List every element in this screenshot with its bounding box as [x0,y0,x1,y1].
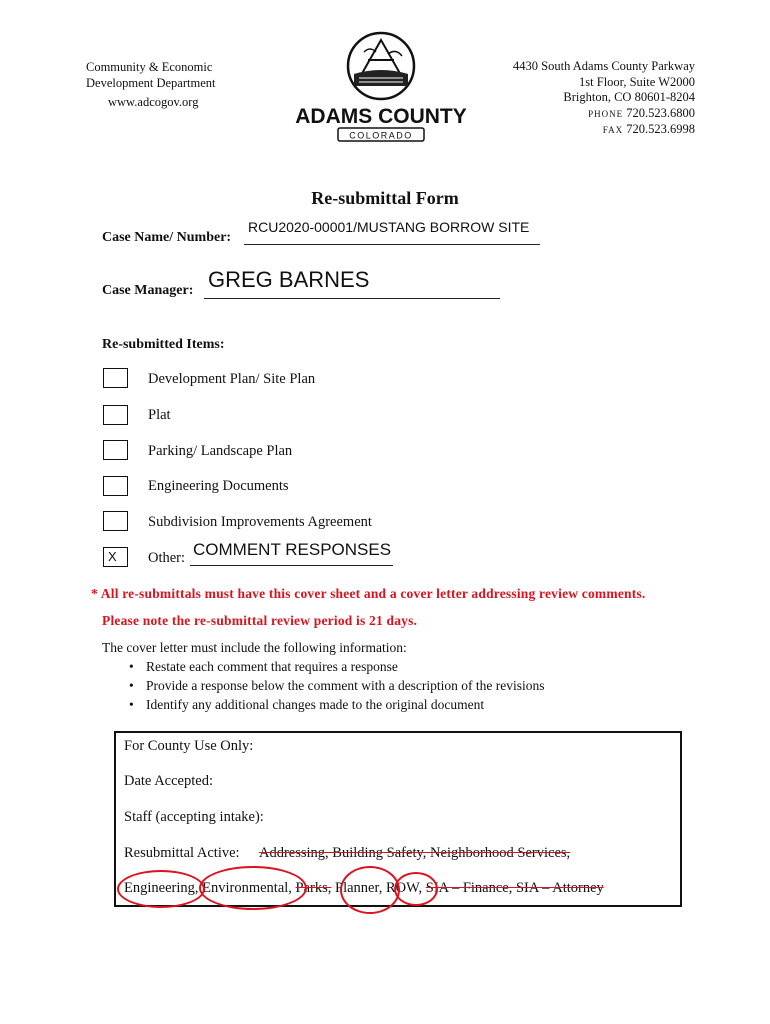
adams-county-logo [295,30,467,148]
other-underline [190,564,393,566]
case-name-underline [244,243,540,245]
checkbox-development-plan[interactable] [103,368,128,388]
date-accepted-label: Date Accepted: [124,773,213,789]
fax-number: 720.523.6998 [626,122,695,136]
dept-environmental: Environmental, [202,880,292,896]
dept-row: ROW, [386,880,423,896]
department-block [86,59,215,110]
warning-star: * [91,586,98,601]
dept-line1: Community & Economic [86,60,213,74]
dept-line2: Development Department [86,76,216,90]
bullet-identify-changes: • Identify any additional changes made to the original document [124,695,702,714]
checkbox-engineering-docs[interactable] [103,476,128,496]
bullet-provide-response: • Provide a response below the comment with a description of the revisions [124,676,702,695]
resubmittal-active-label: Resubmittal Active: [124,845,240,861]
circle-row [394,872,438,906]
dept-url[interactable]: www.adcogov.org [108,95,199,109]
addr-line3: Brighton, CO 80601-8204 [563,90,695,104]
warning-review-period: Please note the re-submittal review period is 21 days. [102,613,418,628]
phone-label: PHONE [588,108,624,119]
phone-number: 720.523.6800 [626,105,695,120]
address-block [490,59,695,139]
logo-state: COLORADO [349,130,413,141]
struck-departments-line1: Addressing, Building Safety, Neighborhood Services, [259,845,571,861]
checkbox-parking-landscape[interactable] [103,440,128,460]
cover-letter-intro: The cover letter must include the following information: [102,640,407,655]
checkbox-subdivision-agreement[interactable] [103,511,128,531]
fax-label: FAX [602,125,624,135]
circle-planner [340,866,400,914]
item-engineering-docs: Engineering Documents [148,478,289,494]
form-title: Re-submittal Form [311,188,459,208]
dept-planner: Planner, [335,880,383,896]
case-manager-field[interactable]: GREG BARNES [208,267,370,292]
addr-line2: 1st Floor, Suite W2000 [579,74,695,89]
cover-letter-info [102,638,702,714]
case-name-field[interactable]: RCU2020-00001/MUSTANG BORROW SITE [248,219,530,235]
bullet-restate: • Restate each comment that requires a response [124,657,702,676]
addr-line1: 4430 South Adams County Parkway [513,59,695,73]
other-field[interactable]: COMMENT RESPONSES [193,540,392,559]
dept-parks: Parks, [295,880,332,896]
checkbox-other[interactable]: X [103,547,128,567]
item-other-label: Other: [148,550,186,566]
staff-label: Staff (accepting intake): [124,809,264,825]
case-name-label: Case Name/ Number: [102,230,232,245]
case-manager-label: Case Manager: [102,283,194,298]
dept-engineering: Engineering, [124,880,199,896]
case-manager-underline [204,297,500,299]
circle-engineering [117,870,205,908]
checkbox-plat[interactable] [103,405,128,425]
item-development-plan: Development Plan/ Site Plan [148,371,316,387]
item-plat: Plat [148,407,171,423]
warning-cover-sheet [91,586,645,602]
item-subdivision-agreement: Subdivision Improvements Agreement [148,514,372,530]
county-use-heading: For County Use Only: [124,738,254,754]
warning-cover-sheet-text: All re-submittals must have this cover sheet and a cover letter addressing review comments. [100,586,646,601]
resubmitted-items-heading: Re-submitted Items: [102,337,225,352]
logo-name: ADAMS COUNTY [295,105,467,128]
dept-sia-struck: SIA – Finance, SIA – Attorney [425,880,604,896]
item-parking-landscape: Parking/ Landscape Plan [148,443,293,459]
circle-environmental [199,866,307,910]
